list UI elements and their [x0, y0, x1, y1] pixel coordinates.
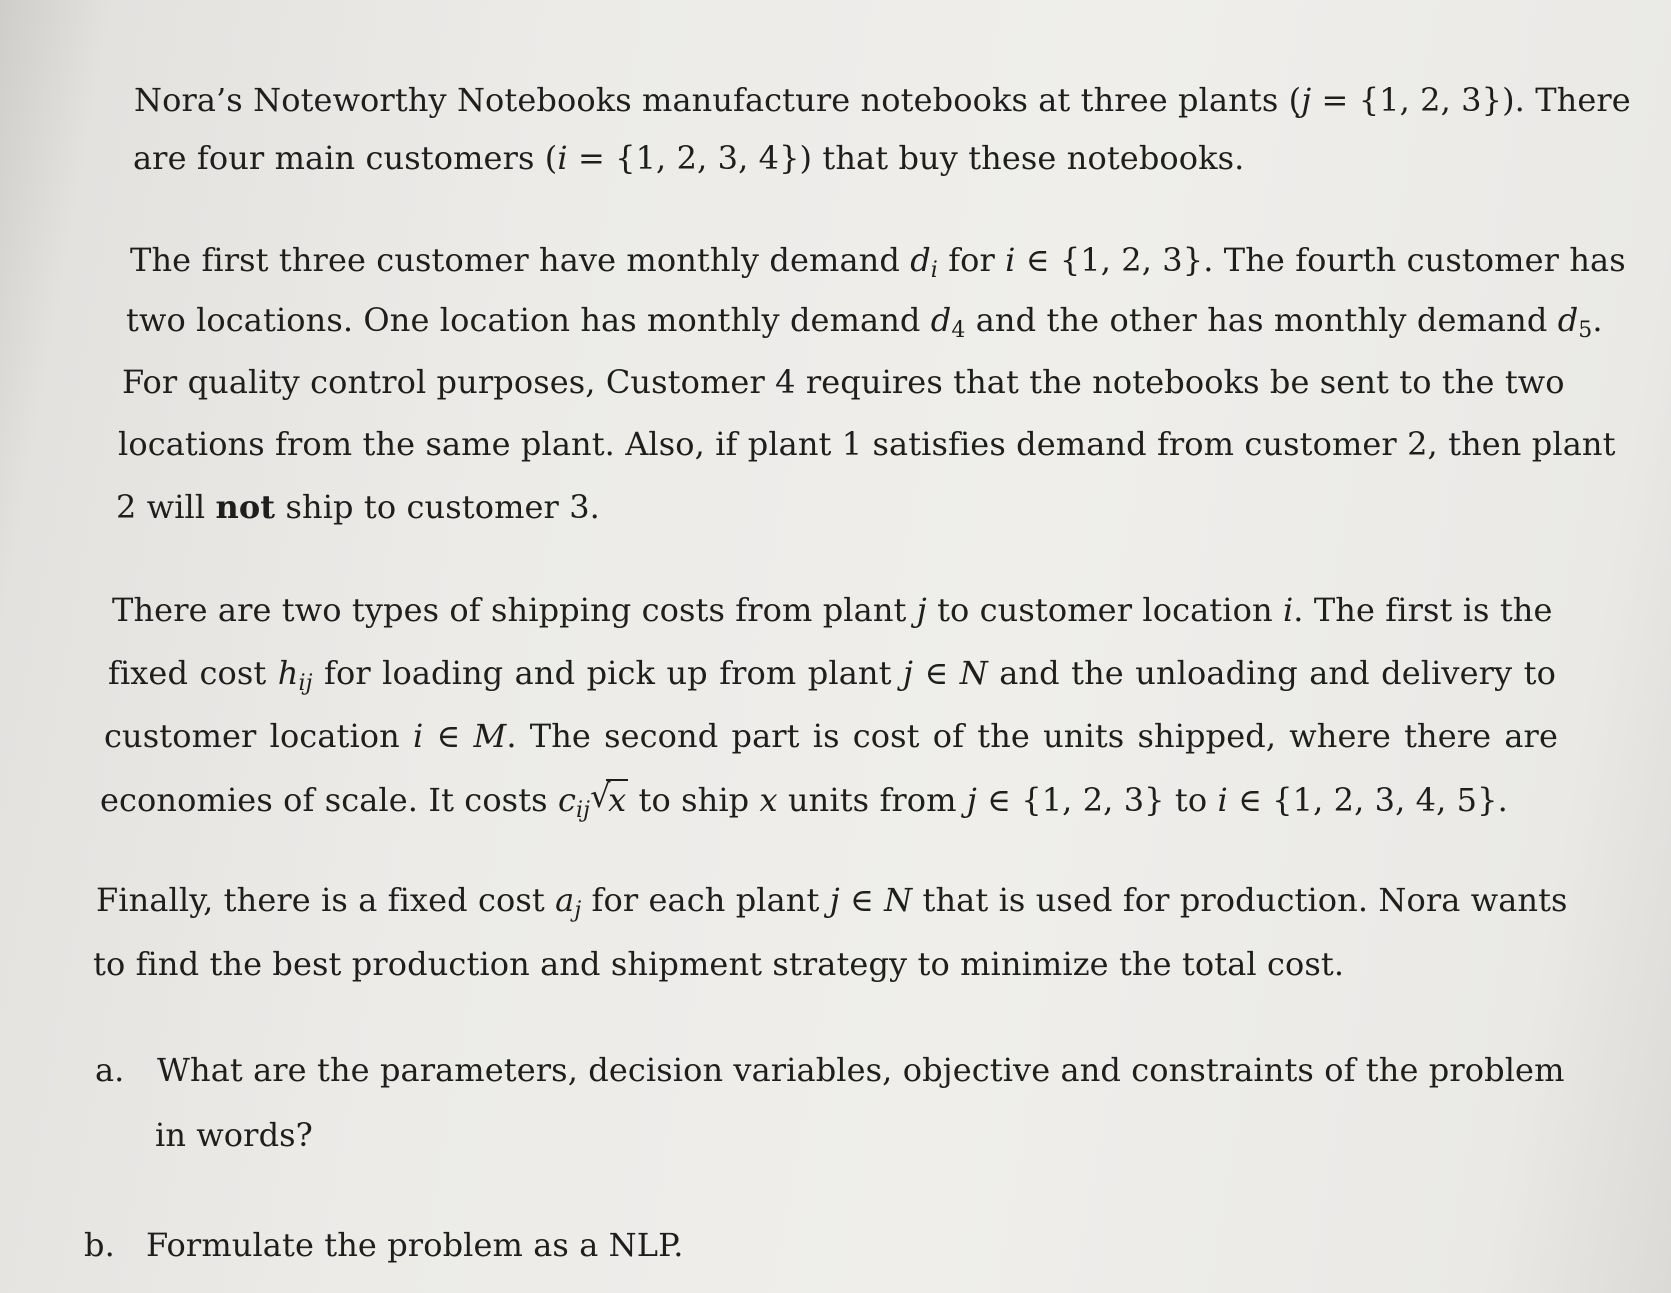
question-a-label: a. — [95, 1051, 125, 1089]
para2-line4: locations from the same plant. Also, if plant 1 satisfies demand from customer 2, then plant — [118, 425, 1616, 463]
para2-line1: The first three customer have monthly demand $d_i$ for i ∈ {1, 2, 3}. The fourth customer has — [130, 241, 1626, 283]
para3-line2: fixed cost $h_{ij}$ for loading and pick up from plant j ∈ N and the unloading and delivery to — [108, 654, 1556, 696]
para2-line5: 2 will not ship to customer 3. — [116, 488, 600, 526]
para1-line1: Nora’s Noteworthy Notebooks manufacture notebooks at three plants (j = {1, 2, 3}). There — [134, 81, 1631, 119]
para4-line1: Finally, there is a fixed cost $a_j$ for each plant j ∈ N that is used for production. Nora wants — [96, 881, 1568, 923]
question-b: b. Formulate the problem as a NLP. — [84, 1226, 684, 1264]
para2-line2: two locations. One location has monthly demand $d_4$ and the other has monthly demand $d_5$. — [126, 301, 1603, 343]
question-a-line2: in words? — [155, 1116, 313, 1154]
para3-line3: customer location i ∈ M. The second part is cost of the units shipped, where there are — [104, 717, 1558, 755]
question-b-label: b. — [84, 1226, 115, 1264]
para2-line3: For quality control purposes, Customer 4 requires that the notebooks be sent to the two — [122, 363, 1565, 401]
para4-line2: to find the best production and shipment strategy to minimize the total cost. — [93, 945, 1345, 983]
para3-line1: There are two types of shipping costs from plant j to customer location i. The first is the — [112, 591, 1553, 629]
square-root: √ x — [590, 777, 627, 819]
question-a-line1: a. What are the parameters, decision variables, objective and constraints of the problem — [95, 1051, 1565, 1089]
para1-line2: are four main customers (i = {1, 2, 3, 4}) that buy these notebooks. — [133, 139, 1245, 177]
para3-line4: economies of scale. It costs $c_{ij}$ √ x to ship x units from j ∈ {1, 2, 3} to i ∈ {1, 2, 3, 4, 5}. — [100, 777, 1508, 823]
